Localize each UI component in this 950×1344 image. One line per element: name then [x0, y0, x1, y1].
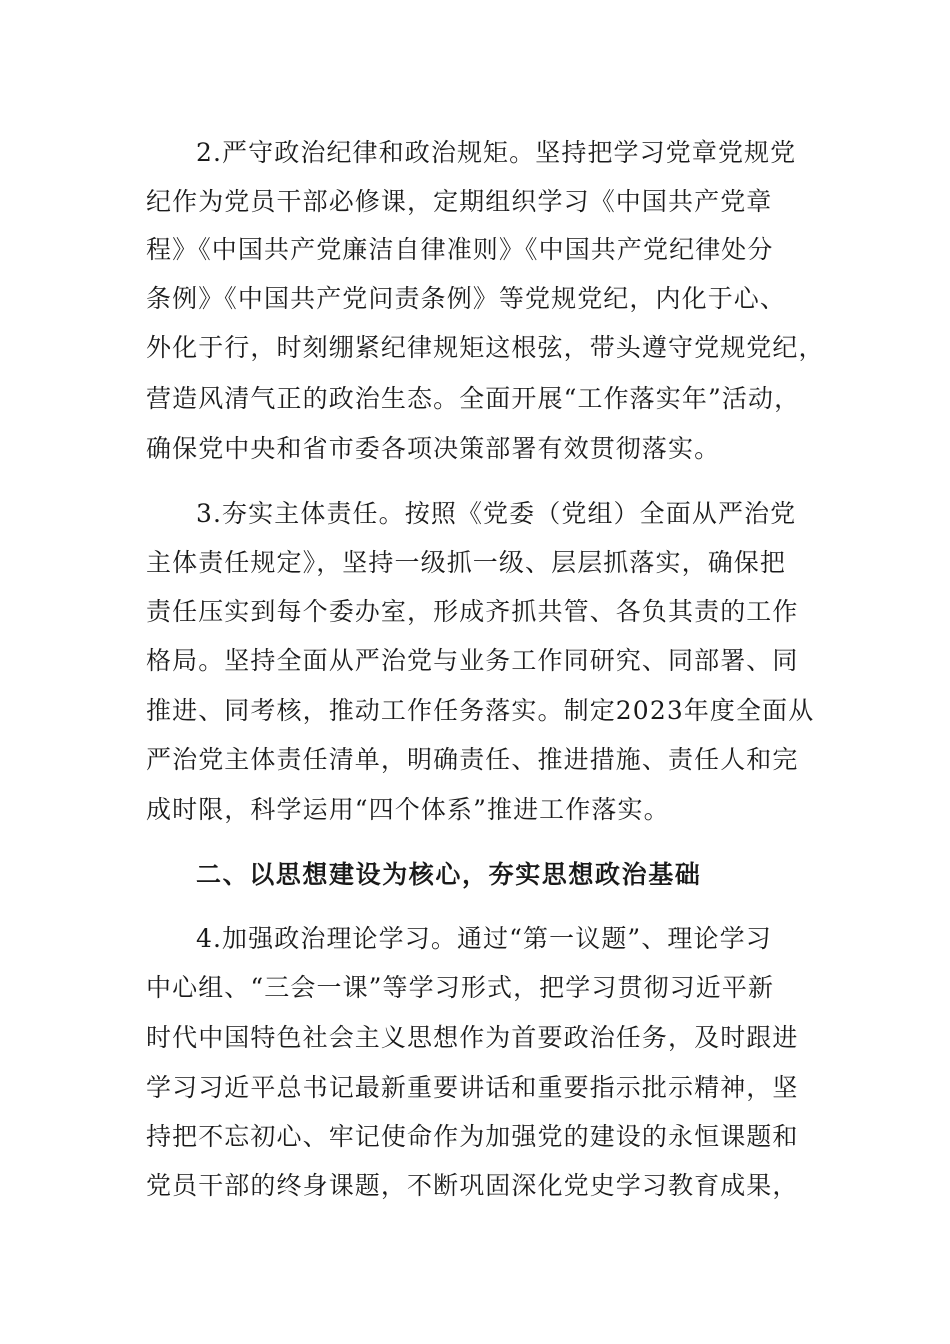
- paragraph-line: 党员干部的终身课题，不断巩固深化党史学习教育成果，: [146, 1171, 799, 1200]
- paragraph-line: 2.严守政治纪律和政治规矩。坚持把学习党章党规党: [196, 138, 797, 167]
- paragraph-line: 4.加强政治理论学习。通过“第一议题”、理论学习: [196, 924, 772, 953]
- document-body: [146, 0, 825, 1344]
- paragraph-line: 主体责任规定》，坚持一级抓一级、层层抓落实，确保把: [146, 548, 787, 577]
- paragraph-line: 责任压实到每个委办室，形成齐抓共管、各负其责的工作: [146, 597, 799, 626]
- paragraph-line: 程》《中国共产党廉洁自律准则》《中国共产党纪律处分: [146, 235, 774, 264]
- paragraph-line: 严治党主体责任清单，明确责任、推进措施、责任人和完: [146, 745, 799, 774]
- section-heading: 二、以思想建设为核心，夯实思想政治基础: [196, 860, 702, 889]
- paragraph-line: 时代中国特色社会主义思想作为首要政治任务，及时跟进: [146, 1023, 799, 1052]
- paragraph-line: 条例》《中国共产党问责条例》等党规党纪，内化于心、: [146, 284, 787, 313]
- paragraph-line: 成时限，科学运用“四个体系”推进工作落实。: [146, 795, 670, 824]
- paragraph-line: 确保党中央和省市委各项决策部署有效贯彻落实。: [146, 434, 721, 463]
- paragraph-line: 3.夯实主体责任。按照《党委（党组）全面从严治党: [196, 499, 797, 528]
- paragraph-line: 推进、同考核，推动工作任务落实。制定2023年度全面从: [146, 696, 815, 725]
- paragraph-line: 外化于行，时刻绷紧纪律规矩这根弦，带头遵守党规党纪，: [146, 333, 825, 362]
- paragraph-line: 学习习近平总书记最新重要讲话和重要指示批示精神，坚: [146, 1073, 799, 1102]
- paragraph-line: 中心组、“三会一课”等学习形式，把学习贯彻习近平新: [146, 973, 775, 1002]
- paragraph-line: 持把不忘初心、牢记使命作为加强党的建设的永恒课题和: [146, 1122, 799, 1151]
- paragraph-line: 格局。坚持全面从严治党与业务工作同研究、同部署、同: [146, 646, 799, 675]
- paragraph-line: 纪作为党员干部必修课，定期组织学习《中国共产党章: [146, 187, 773, 216]
- paragraph-line: 营造风清气正的政治生态。全面开展“工作落实年”活动，: [146, 384, 801, 413]
